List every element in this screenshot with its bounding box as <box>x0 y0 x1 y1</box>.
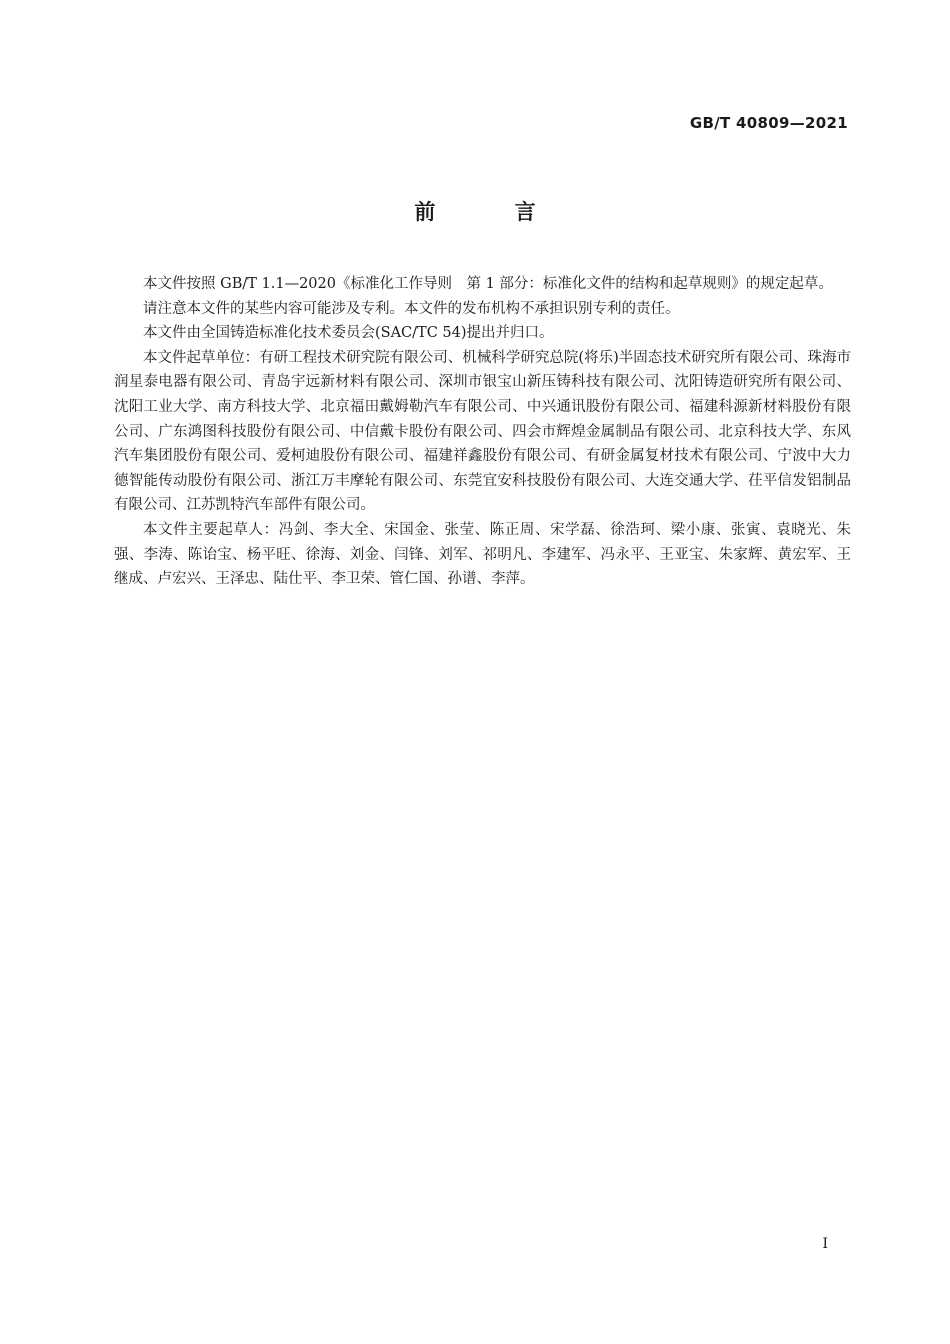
page-number: I <box>822 1236 828 1252</box>
paragraph-drafting-units: 本文件起草单位：有研工程技术研究院有限公司、机械科学研究总院(将乐)半固态技术研究所有限公司、珠海市润星泰电器有限公司、青岛宇远新材料有限公司、深圳市银宝山新压铸科技有限公司、沈阳铸造研究所有限公司、沈阳工业大学、南方科技大学、北京福田戴姆勒汽车有限公司、中兴通讯股份有限公司、福建科源新材料股份有限公司、广东鸿图科技股份有限公司、中信戴卡股份有限公司、四会市辉煌金属制品有限公司、北京科技大学、东风汽车集团股份有限公司、爱柯迪股份有限公司、福建祥鑫股份有限公司、有研金属复材技术有限公司、宁波中大力德智能传动股份有限公司、浙江万丰摩轮有限公司、东莞宜安科技股份有限公司、大连交通大学、茌平信发铝制品有限公司、江苏凯特汽车部件有限公司。 <box>114 349 851 514</box>
standard-number: GB/T 40809—2021 <box>689 114 848 132</box>
section-title: 前 言 <box>414 200 572 224</box>
paragraph-patent-notice: 请注意本文件的某些内容可能涉及专利。本文件的发布机构不承担识别专利的责任。 <box>143 300 680 317</box>
foreword-body <box>114 272 851 592</box>
paragraph-proposer: 本文件由全国铸造标准化技术委员会(SAC/TC 54)提出并归口。 <box>143 325 554 342</box>
paragraph-drafting-rules: 本文件按照 GB/T 1.1—2020《标准化工作导则 第 1 部分：标准化文件的结构和起草规则》的规定起草。 <box>143 276 833 292</box>
paragraph-drafters: 本文件主要起草人：冯剑、李大全、宋国金、张莹、陈正周、宋学磊、徐浩珂、梁小康、张寅、袁晓光、朱强、李涛、陈诒宝、杨平旺、徐海、刘金、闫锋、刘军、祁明凡、李建军、冯永平、王亚宝、朱家辉、黄宏军、王继成、卢宏兴、王泽忠、陆仕平、李卫荣、管仁国、孙谱、李萍。 <box>114 521 851 588</box>
